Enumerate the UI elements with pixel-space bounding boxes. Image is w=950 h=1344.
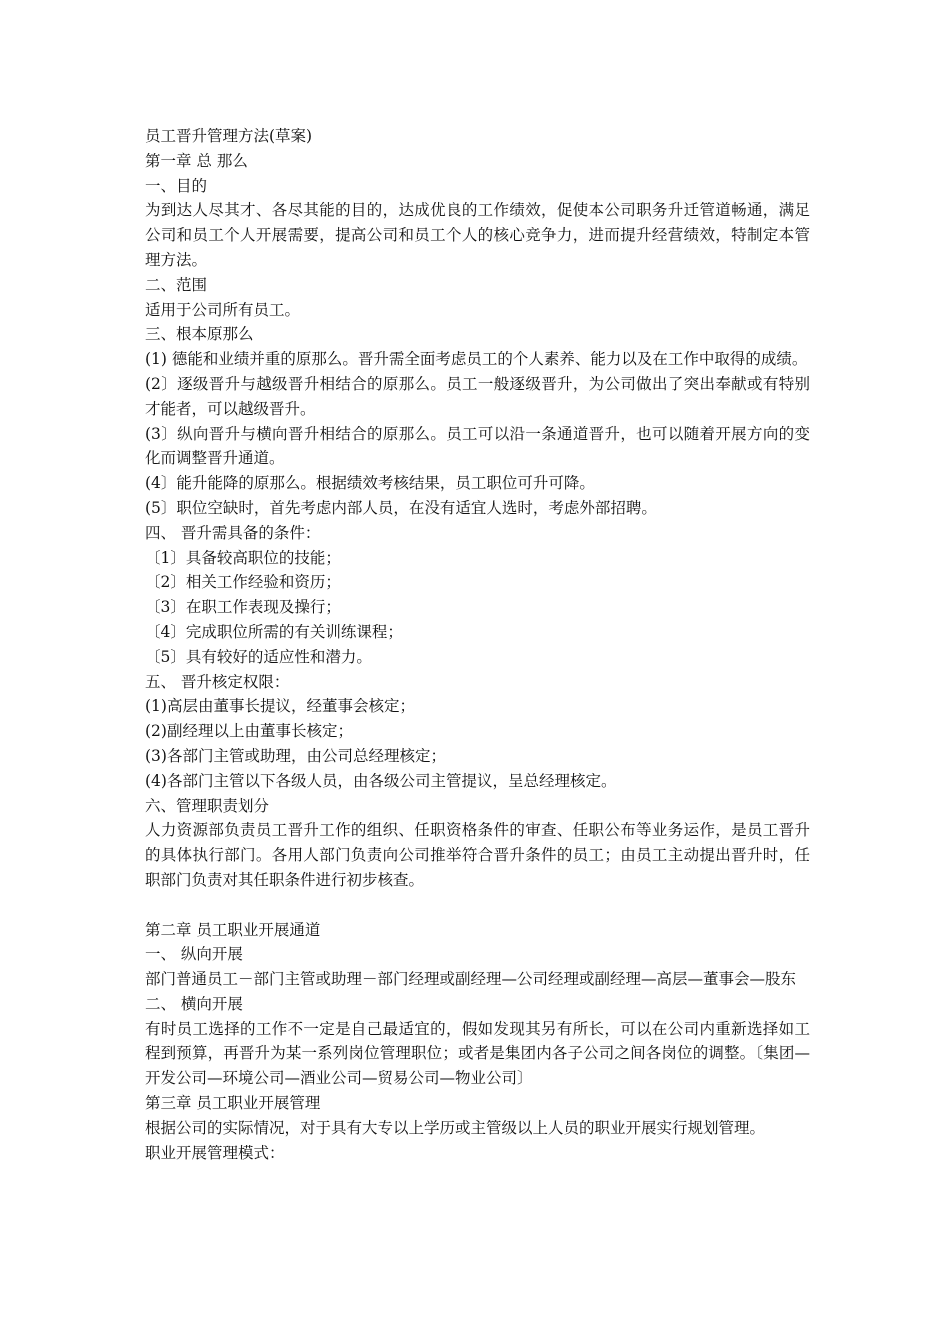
authority-item: (2)副经理以上由董事长核定； (145, 722, 353, 741)
document-page (145, 124, 810, 1165)
authority-item: (3)各部门主管或助理，由公司总经理核定； (145, 746, 446, 765)
section-principles-heading: 三、根本原那么 (145, 325, 254, 344)
section-authority-heading: 五、 晋升核定权限： (145, 672, 290, 691)
blank-line (145, 893, 810, 918)
condition-item: 〔4〕完成职位所需的有关训练课程； (145, 622, 403, 641)
principle-item: (3〕纵向晋升与横向晋升相结合的原那么。员工可以沿一条通道晋升，也可以随着开展方向的变化而调整晋升通道。 (145, 424, 810, 468)
condition-item: 〔1〕具备较高职位的技能； (145, 548, 341, 567)
horizontal-development-body: 有时员工选择的工作不一定是自己最适宜的，假如发现其另有所长，可以在公司内重新选择如工程到预算，再晋升为某一系列岗位管理职位；或者是集团内各子公司之间各岗位的调整。〔集团—开发公司—环境公司—酒业公司—贸易公司—物业公司〕 (145, 1019, 810, 1088)
principle-item: (2〕逐级晋升与越级晋升相结合的原那么。员工一般逐级晋升，为公司做出了突出奉献或有特别才能者，可以越级晋升。 (145, 374, 810, 418)
chapter-2-title: 第二章 员工职业开展通道 (145, 920, 321, 939)
chapter-1-title: 第一章 总 那么 (145, 151, 248, 170)
principle-item: (5〕职位空缺时，首先考虑内部人员，在没有适宜人选时，考虑外部招聘。 (145, 498, 657, 517)
section-conditions-heading: 四、 晋升需具备的条件： (145, 523, 321, 542)
document-title: 员工晋升管理方法(草案) (145, 127, 313, 145)
career-management-mode: 职业开展管理模式： (145, 1143, 285, 1162)
section-purpose-body: 为到达人尽其才、各尽其能的目的，达成优良的工作绩效，促使本公司职务升迁管道畅通，满足公司和员工个人开展需要，提高公司和员工个人的核心竞争力，进而提升经营绩效，特制定本管理方法。 (145, 201, 810, 269)
principle-item: (4〕能升能降的原那么。根据绩效考核结果，员工职位可升可降。 (145, 474, 595, 493)
horizontal-development-heading: 二、 横向开展 (145, 994, 243, 1013)
chapter-3-title: 第三章 员工职业开展管理 (145, 1094, 321, 1113)
section-scope-body: 适用于公司所有员工。 (145, 300, 301, 319)
section-responsibilities-body: 人力资源部负责员工晋升工作的组织、任职资格条件的审查、任职公布等业务运作，是员工晋升的具体执行部门。各用人部门负责向公司推举符合晋升条件的员工；由员工主动提出晋升时，任职部门负责对其任职条件进行初步核查。 (145, 821, 810, 889)
vertical-development-body: 部门普通员工－部门主管或助理－部门经理或副经理—公司经理或副经理—高层—董事会—股东 (145, 970, 797, 989)
principle-item: (1) 德能和业绩并重的原那么。晋升需全面考虑员工的个人素养、能力以及在工作中取得的成绩。 (145, 350, 808, 369)
condition-item: 〔5〕具有较好的适应性和潜力。 (145, 647, 372, 666)
chapter-3-body: 根据公司的实际情况，对于具有大专以上学历或主管级以上人员的职业开展实行规划管理。 (145, 1118, 766, 1137)
section-scope-heading: 二、范围 (145, 275, 208, 294)
section-responsibilities-heading: 六、管理职责划分 (145, 796, 270, 815)
vertical-development-heading: 一、 纵向开展 (145, 945, 243, 964)
condition-item: 〔3〕在职工作表现及操行； (145, 598, 341, 617)
authority-item: (1)高层由董事长提议，经董事会核定； (145, 697, 415, 716)
authority-item: (4)各部门主管以下各级人员，由各级公司主管提议，呈总经理核定。 (145, 771, 617, 790)
condition-item: 〔2〕相关工作经验和资历； (145, 573, 341, 592)
section-purpose-heading: 一、目的 (145, 176, 208, 195)
